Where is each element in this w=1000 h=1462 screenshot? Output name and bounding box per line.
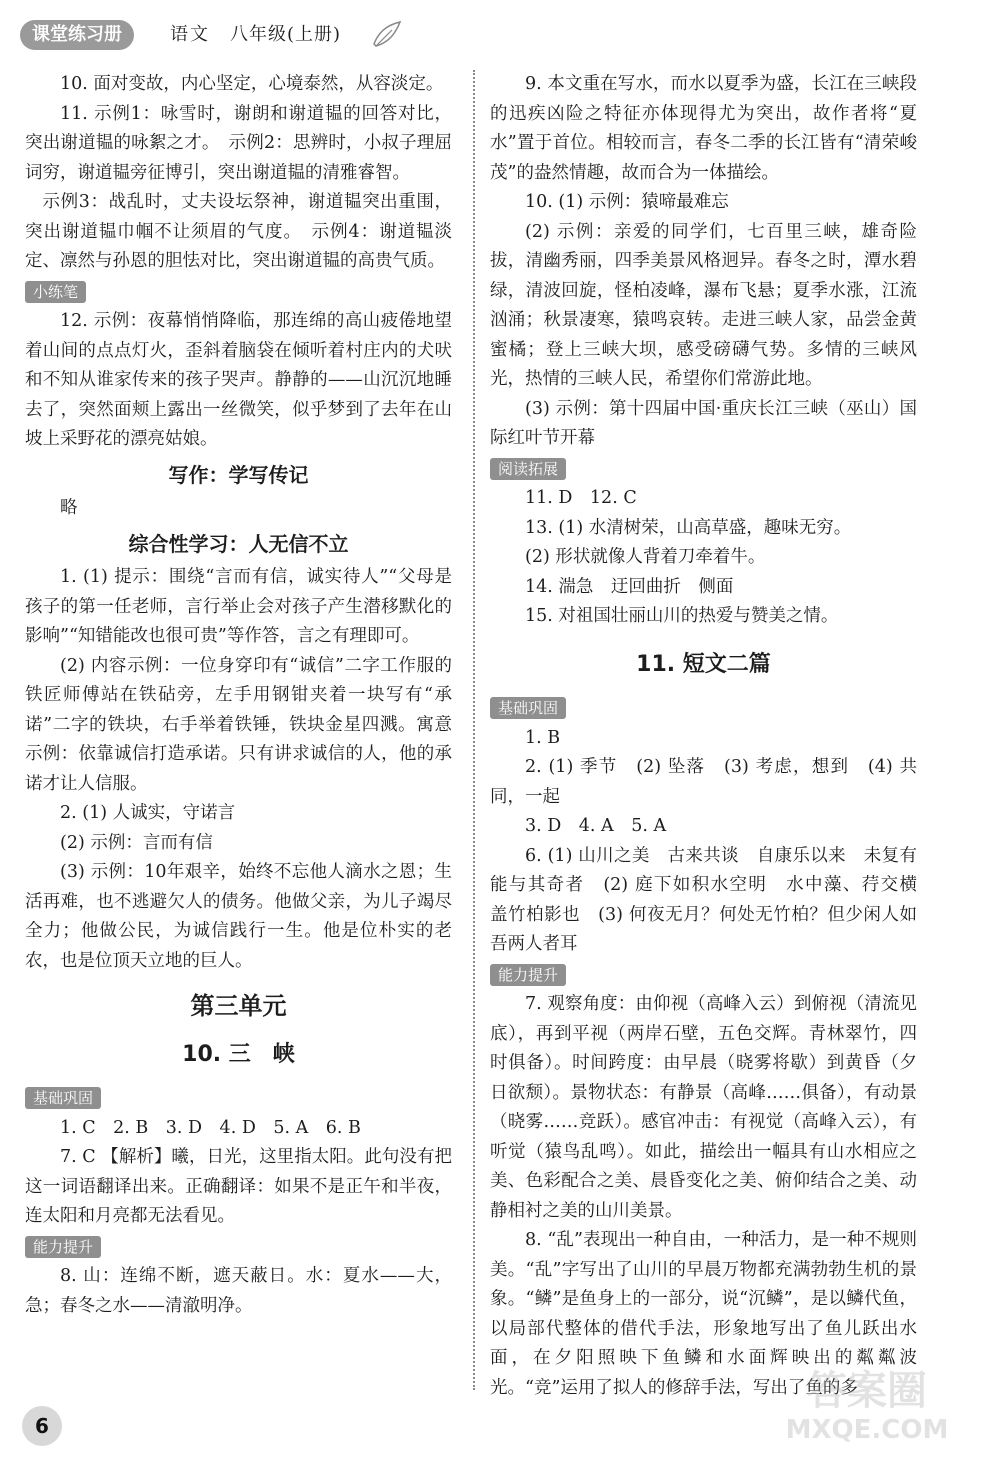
lesson-10-title: 10. 三 峡 [182, 1041, 295, 1067]
right-column [490, 70, 935, 1403]
comprehensive-study-title: 综合性学习：人无信不立 [128, 531, 349, 556]
comp-answer-1-2: (2) 内容示例：一位身穿印有“诚信”二字工作服的铁匠师傅站在铁砧旁，左手用钢钳夹着一块写有“承诺”二字的铁块，右手举着铁锤，铁块金星四溅。寓意示例：依靠诚信打造承诺。只有讲求诚信的人，他的承诺才让人信服。 [25, 655, 452, 794]
watermark-line-1: 答案圈 [807, 1368, 927, 1414]
lesson10-answer-14: 14. 湍急 迂回曲折 侧面 [525, 576, 734, 597]
column-divider [473, 70, 475, 1390]
answer-11-part-1: 11. 示例1：咏雪时，谢朗和谢道韫的回答对比，突出谢道韫的咏絮之才。 示例2：思辨时，小叔子理屈词穷，谢道韫旁征博引，突出谢道韫的清雅睿智。 [25, 103, 452, 183]
lesson10-answer-10-3: (3) 示例：第十四届中国·重庆长江三峡（巫山）国际红叶节开幕 [490, 398, 917, 448]
book-brand-badge: 课堂练习册 [20, 20, 134, 50]
writing-section-title: 写作：学写传记 [168, 462, 309, 487]
answer-10: 10. 面对变故，内心坚定，心境泰然，从容淡定。 [60, 74, 444, 94]
subject-label: 语文 [170, 24, 210, 45]
section-tag-basic: 基础巩固 [25, 1087, 101, 1109]
lesson10-answer-8: 8. 山：连绵不断，遮天蔽日。水：夏水——大，急；春冬之水——清澈明净。 [25, 1266, 452, 1316]
lesson11-answer-3-5: 3. D 4. A 5. A [525, 816, 667, 836]
lesson10-answer-15: 15. 对祖国壮丽山川的热爱与赞美之情。 [525, 606, 839, 626]
section-tag-basic-2: 基础巩固 [490, 697, 566, 719]
writing-section-body: 略 [60, 498, 78, 518]
lesson10-answer-13-2: (2) 形状就像人背着刀牵着牛。 [525, 547, 766, 567]
lesson10-answer-1-6: 1. C 2. B 3. D 4. D 5. A 6. B [60, 1117, 361, 1138]
lesson10-answer-7: 7. C 【解析】曦，日光，这里指太阳。此句没有把这一词语翻译出来。正确翻译：如果不是正午和半夜，连太阳和月亮都无法看见。 [25, 1147, 452, 1226]
lesson10-answer-10-1: 10. (1) 示例：猿啼最难忘 [525, 192, 729, 212]
lesson10-answer-13-1: 13. (1) 水清树荣，山高草盛，趣味无穷。 [525, 517, 852, 538]
lesson10-answer-11-12: 11. D 12. C [525, 488, 637, 508]
lesson-11-title: 11. 短文二篇 [636, 651, 771, 677]
watermark-logo [752, 1356, 982, 1446]
grade-label: 八年级(上册) [230, 24, 342, 45]
left-column [25, 70, 452, 1321]
lesson10-answer-10-2: (2) 示例：亲爱的同学们，七百里三峡，雄奇险拔，清幽秀丽，四季美景风格迥异。春冬之时，潭水碧绿，清波回旋，怪柏凌峰，瀑布飞悬；夏季水涨，江流汹涌；秋景凄寒，猿鸣哀转。走进三峡人家，品尝金黄蜜橘；登上三峡大坝，感受磅礴气势。多情的三峡风光，热情的三峡人民，希望你们常游此地。 [490, 221, 917, 389]
comp-answer-2-1: 2. (1) 人诚实，守诺言 [60, 803, 236, 823]
section-tag-reading: 阅读拓展 [490, 458, 566, 480]
section-tag-ability-2: 能力提升 [490, 964, 566, 986]
comp-answer-1-1: 1. (1) 提示：围绕“言而有信，诚实待人”“父母是孩子的第一任老师，言行举止会对孩子产生潜移默化的影响”“知错能改也很可贵”等作答，言之有理即可。 [25, 567, 452, 646]
comp-answer-2-2: (2) 示例：言而有信 [60, 832, 213, 853]
comp-answer-2-3: (3) 示例：10年艰辛，始终不忘他人滴水之恩；生活再难，也不逃避欠人的债务。他做父亲，为儿子竭尽全力；他做公民，为诚信践行一生。他是位朴实的老农，也是位顶天立地的巨人。 [25, 862, 452, 971]
lesson11-answer-1: 1. B [525, 727, 561, 748]
watermark-line-2: MXQE.COM [785, 1415, 949, 1445]
page-header [20, 18, 400, 52]
leaf-icon [370, 18, 404, 52]
lesson11-answer-2: 2. (1) 季节 (2) 坠落 (3) 考虑，想到 (4) 共同，一起 [490, 757, 917, 807]
answer-11-part-2: 示例3：战乱时，丈夫设坛祭神，谢道韫突出重围，突出谢道韫巾帼不让须眉的气度。 示例4：谢道韫淡定、凛然与孙恩的胆怯对比，突出谢道韫的高贵气质。 [25, 192, 452, 271]
section-tag-practice: 小练笔 [25, 281, 86, 303]
lesson11-answer-6: 6. (1) 山川之美 古来共谈 自康乐以来 未复有能与其奇者 (2) 庭下如积水空明 水中藻、荇交横 盖竹柏影也 (3) 何夜无月？何处无竹柏？但少闲人如吾两人者耳 [490, 845, 935, 954]
page-number: 6 [22, 1406, 62, 1446]
lesson10-answer-9: 9. 本文重在写水，而水以夏季为盛，长江在三峡段的迅疾凶险之特征亦体现得尤为突出，故作者将“夏水”置于首位。相较而言，春冬二季的长江皆有“清荣峻茂”的盎然情趣，故而合为一体描绘。 [490, 74, 917, 183]
answer-12: 12. 示例：夜幕悄悄降临，那连绵的高山疲倦地望着山间的点点灯火，歪斜着脑袋在倾听着村庄内的犬吠和不知从谁家传来的孩子哭声。静静的——山沉沉地睡去了，突然面颊上露出一丝微笑，似乎梦到了去年在山坡上采野花的漂亮姑娘。 [25, 311, 452, 449]
lesson11-answer-8: 8. “乱”表现出一种自由，一种活力，是一种不规则美。“乱”字写出了山川的早晨万物都充满勃勃生机的景象。“鳞”是鱼身上的一部分，说“沉鳞”，是以鳞代鱼，以局部代整体的借代手法，形象地写出了鱼儿跃出水面，在夕阳照映下鱼鳞和水面辉映出的粼粼波光。“竞”运用了拟人的修辞手法，写出了鱼的多 [490, 1230, 917, 1398]
lesson11-answer-7: 7. 观察角度：由仰视（高峰入云）到俯视（清流见底），再到平视（两岸石壁，五色交辉。青林翠竹，四时俱备）。时间跨度：由早晨（晓雾将歇）到黄昏（夕日欲颓）。景物状态：有静景（高峰……俱备），有动景（晓雾……竞跃）。感官冲击：有视觉（高峰入云），有听觉（猿鸟乱鸣）。如此，描绘出一幅具有山水相应之美、色彩配合之美、晨昏变化之美、俯仰结合之美、动静相衬之美的山川美景。 [490, 994, 917, 1221]
unit-title: 第三单元 [190, 992, 287, 1020]
section-tag-ability: 能力提升 [25, 1236, 101, 1258]
